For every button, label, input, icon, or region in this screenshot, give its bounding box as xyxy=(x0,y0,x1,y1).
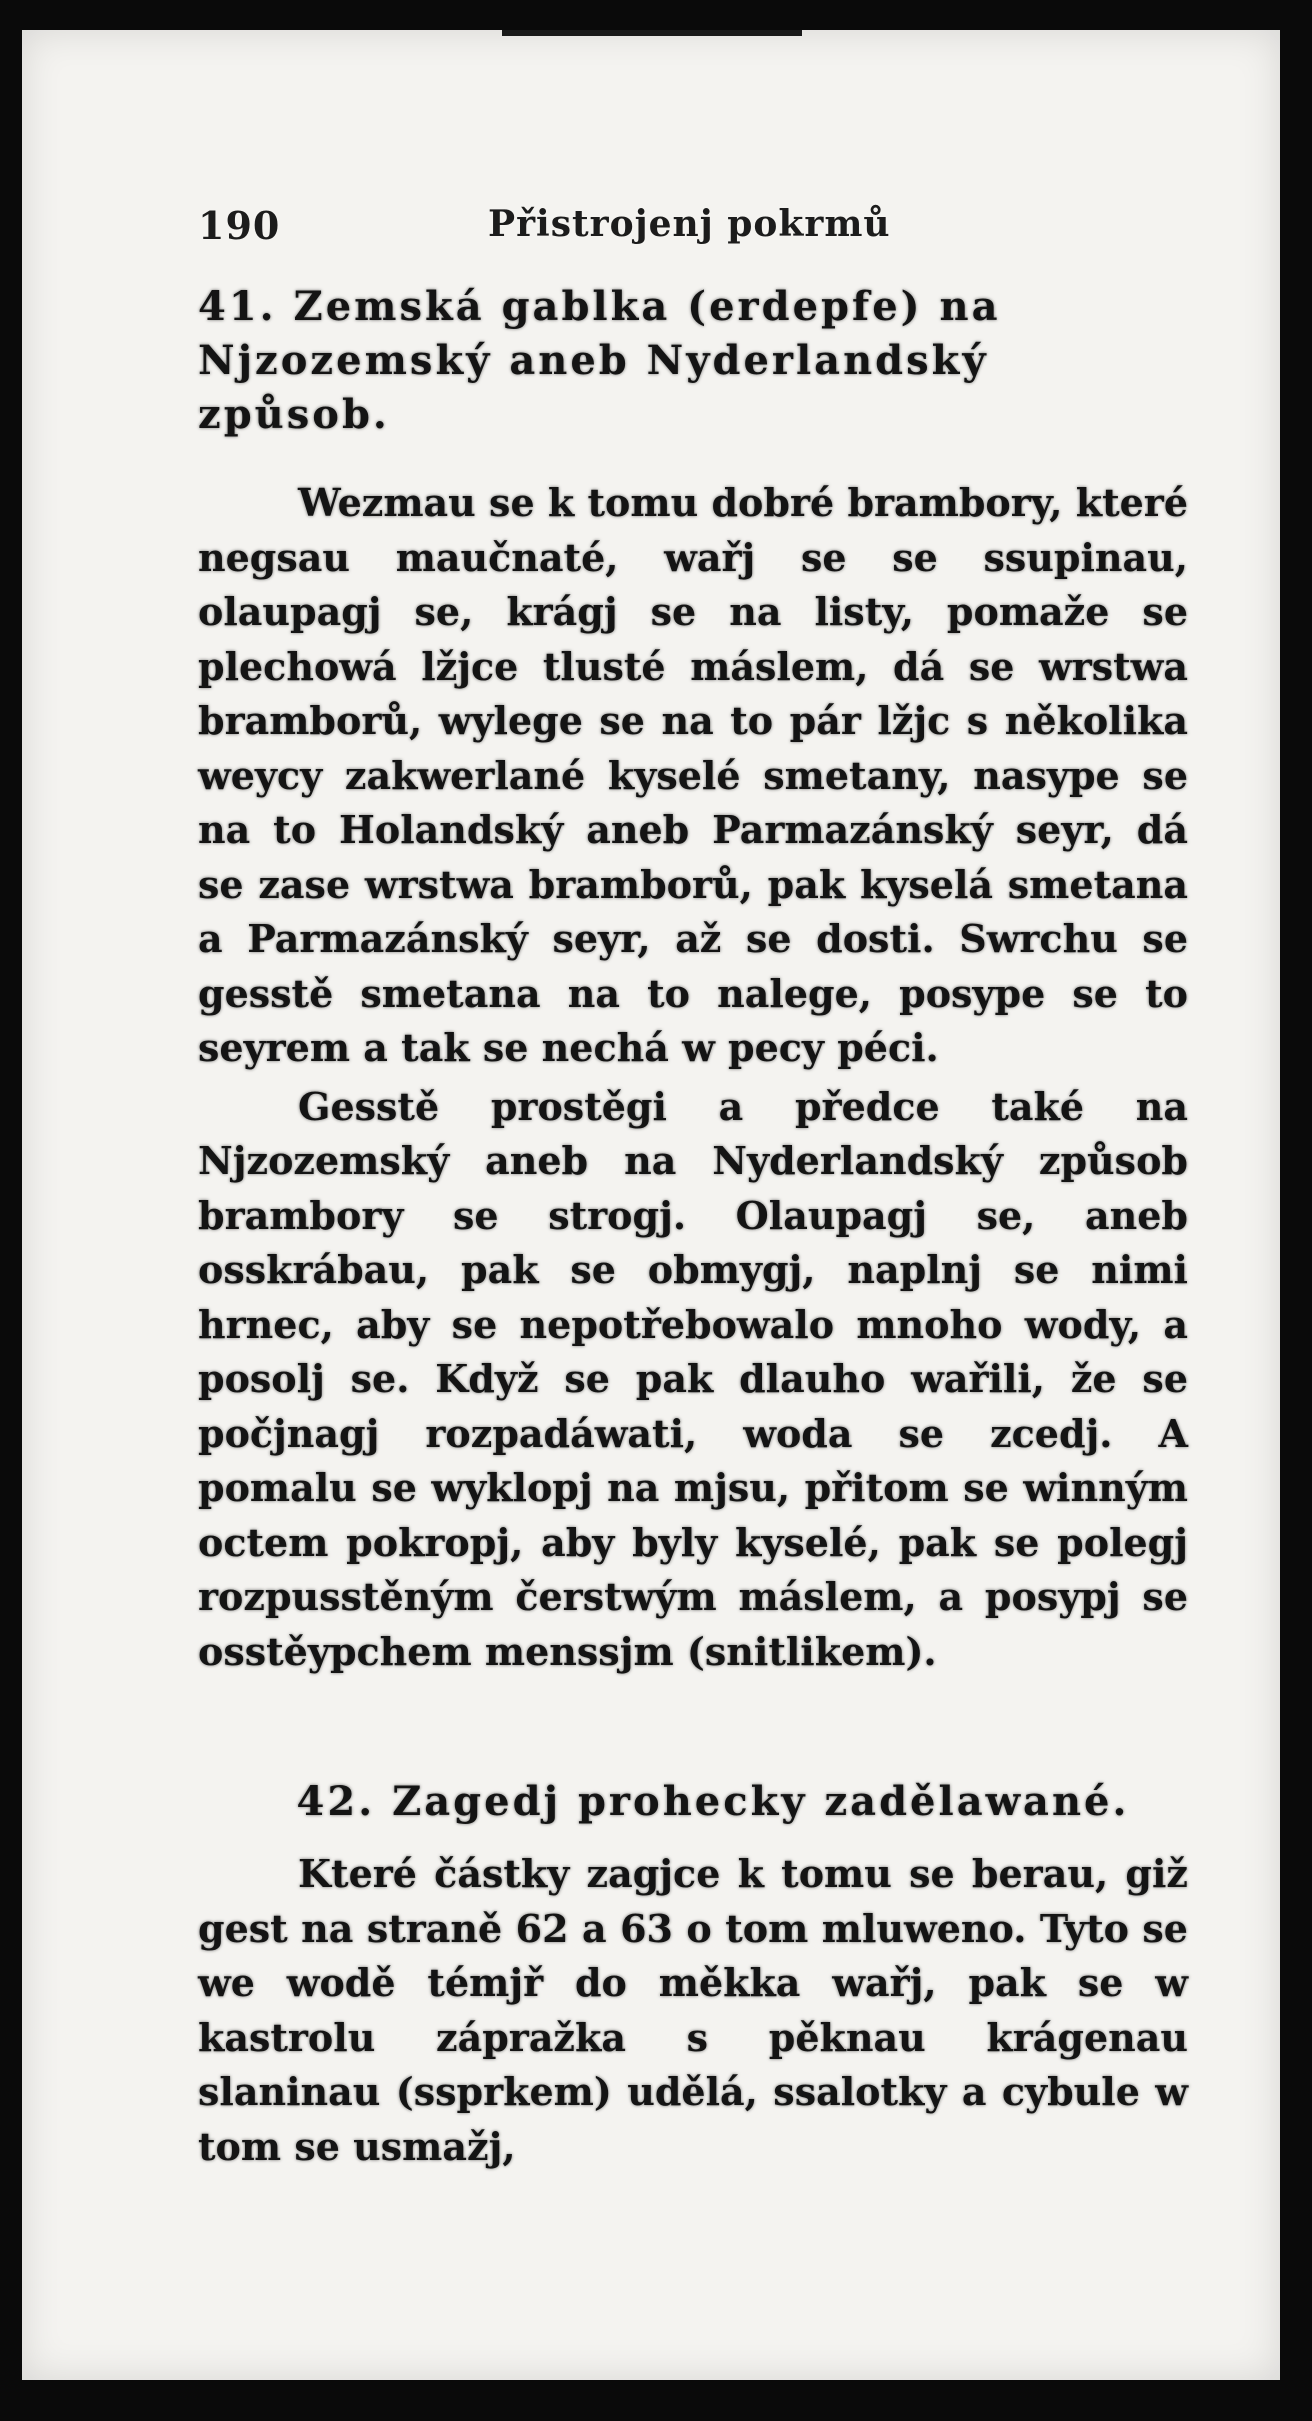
section-title-42: 42. Zagedj prohecky zadělawané. xyxy=(296,1778,1130,1825)
paragraph: Gesstě prostěgi a předce také na Njzozemský aneb na Nyderlandský způsob brambory se strogj. Olaupagj se, aneb osskrábau, pak se obmygj, naplnj se nimi hrnec, aby se nepotřebowalo mnoho wody, a posolj se. Když se pak dlauho wařili, že se počjnagj rozpadáwati, woda se zcedj. A pomalu se wyklopj na mjsu, přitom se winným octem pokropj, aby byly kyselé, pak se polegj rozpusstěným čerstwým máslem, a posypj se osstěypchem menssjm (snitlikem). xyxy=(198,1083,1188,1674)
paragraph: Wezmau se k tomu dobré brambory, které negsau maučnaté, wařj se se ssupinau, olaupagj se, krágj se na listy, pomaže se plechowá lžjce tlusté máslem, dá se wrstwa bramborů, wylege se na to pár lžjc s několika weycy zakwerlané kyselé smetany, nasype se na to Holandský aneb Parmazánský seyr, dá se zase wrstwa bramborů, pak kyselá smetana a Parmazánský seyr, až se dosti. Swrchu se gesstě smetana na to nalege, posype se to seyrem a tak se nechá w pecy péci. xyxy=(198,480,1188,1070)
section-title-41: 41. Zemská gablka (erdepfe) na Njzozemský aneb Nyderlandský způsob. xyxy=(198,283,1001,438)
running-head: Přistrojenj pokrmů xyxy=(488,203,891,245)
page-body xyxy=(198,280,1188,2174)
paragraph: Které částky zagjce k tomu se berau, giž gest na straně 62 a 63 o tom mluweno. Tyto se we wodě témjř do měkka wařj, pak se w kastrolu zápražka s pěknau krágenau slaninau (ssprkem) udělá, ssalotky a cybule w tom se usmažj, xyxy=(198,1851,1188,2169)
top-rule xyxy=(502,30,802,36)
page-header xyxy=(198,195,1018,255)
page-number: 190 xyxy=(198,203,281,248)
